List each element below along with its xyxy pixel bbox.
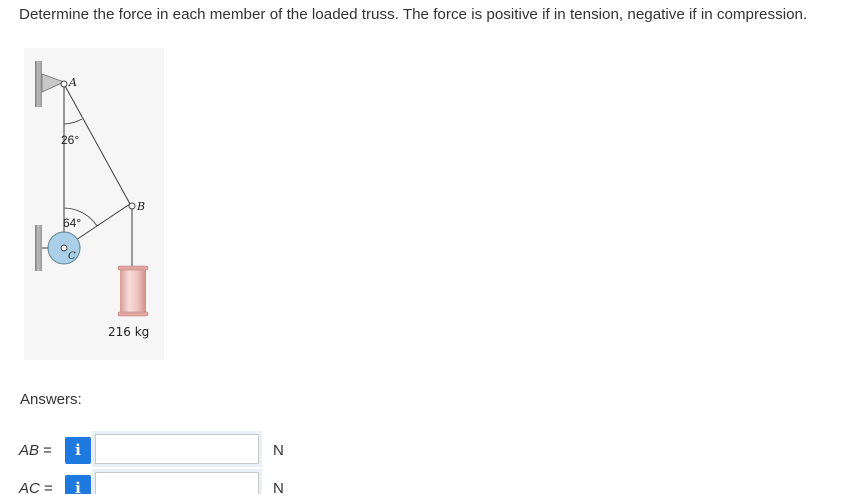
answers-heading: Answers: <box>20 391 82 408</box>
answer-var-ac: AC <box>19 480 40 494</box>
label-angle-26: 26° <box>61 133 80 147</box>
answer-row-ab <box>0 434 841 468</box>
label-b: B <box>137 200 146 213</box>
answer-var-ab: AB <box>19 442 40 459</box>
answer-label-ac <box>19 480 53 494</box>
label-c: C <box>68 251 76 262</box>
joint-a <box>61 81 67 87</box>
problem-statement: Determine the force in each member of the loaded truss. The force is positive if in tension, negative if in compression. <box>19 6 808 23</box>
unit-label-ac: N <box>273 480 284 494</box>
answer-label-ab <box>19 442 52 459</box>
answer-input-ac[interactable] <box>95 472 259 494</box>
label-a: A <box>69 76 77 89</box>
joint-b <box>129 203 135 209</box>
label-angle-64: 64° <box>63 216 82 230</box>
label-mass: 216 kg <box>108 325 150 339</box>
hanging-weight <box>118 266 148 316</box>
answer-row-ac <box>0 472 841 494</box>
info-icon[interactable]: i <box>65 437 91 464</box>
info-icon[interactable]: i <box>65 475 91 494</box>
lower-wall-support <box>35 225 42 271</box>
unit-label-ab: N <box>273 442 284 459</box>
answer-eq-ab: = <box>39 442 52 459</box>
truss-figure <box>24 48 164 360</box>
answer-eq-ac: = <box>39 480 53 494</box>
answer-input-ab[interactable] <box>95 434 259 464</box>
